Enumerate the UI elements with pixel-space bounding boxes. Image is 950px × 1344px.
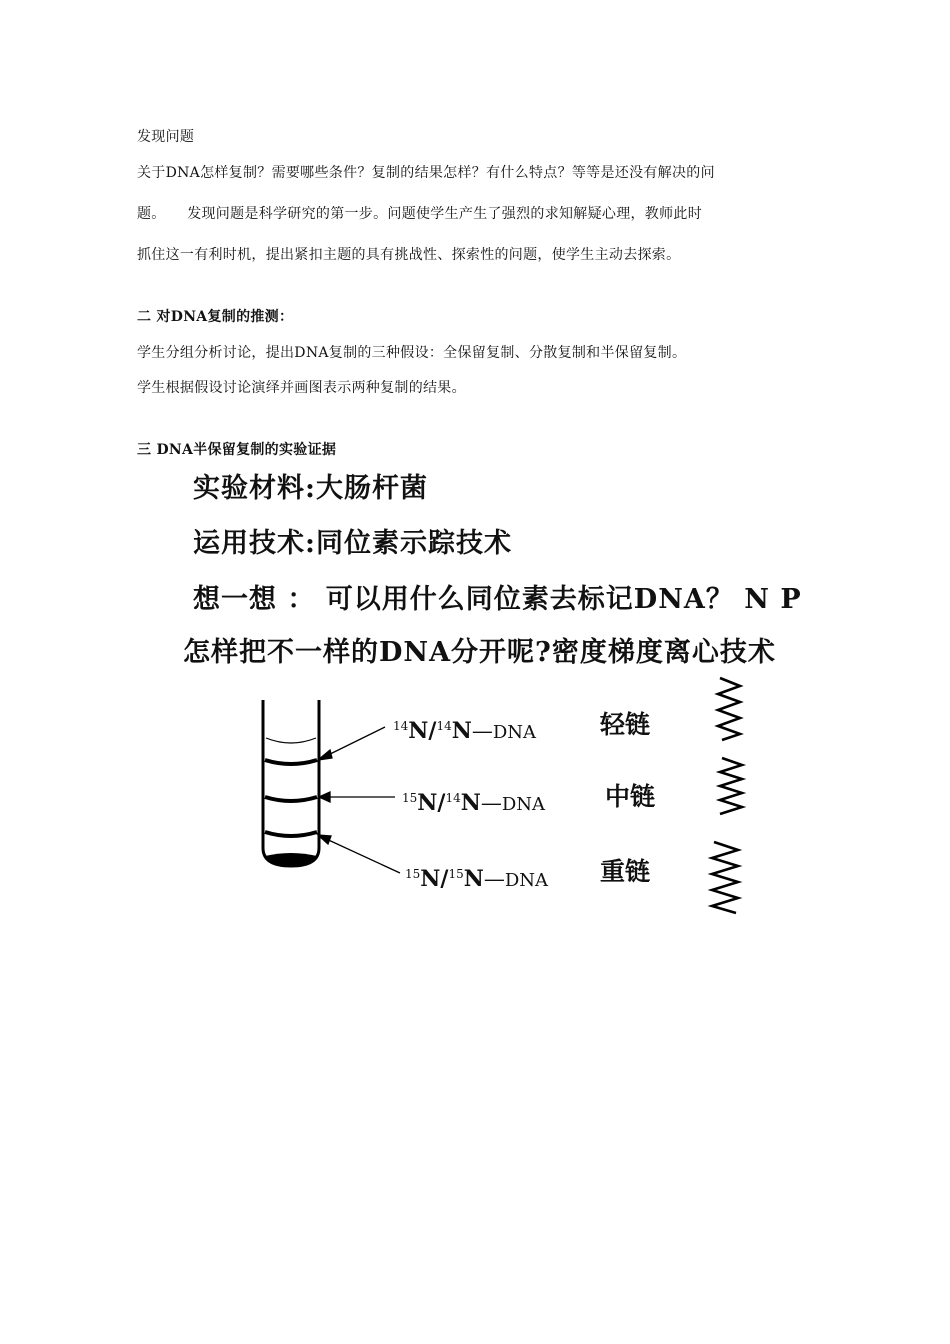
arrows	[318, 727, 400, 873]
chain-middle-label: 中链	[605, 782, 656, 811]
chain-heavy-label: 重链	[600, 857, 651, 886]
band-light	[265, 760, 317, 764]
slide-think: 想一想 ： 可以用什么同位素去标记DNA？ N P	[193, 584, 802, 615]
section2-line1: 学生分组分析讨论，提出DNA复制的三种假设：全保留复制、分散复制和半保留复制。	[137, 345, 687, 361]
label-15n14n: $^{15}$N/$^{14}$N—DNA	[402, 790, 546, 816]
helix-icon-light	[718, 678, 740, 740]
chain-light-label: 轻链	[600, 710, 651, 739]
section1-line2: 题。 发现问题是科学研究的第一步。问题使学生产生了强烈的求知解疑心理，教师此时	[137, 206, 702, 222]
test-tube	[263, 700, 319, 866]
helix-icon-heavy	[712, 842, 738, 913]
label-15n15n: $^{15}$N/$^{15}$N—DNA	[405, 866, 549, 892]
section1-line3: 抓住这一有利时机，提出紧扣主题的具有挑战性、探索性的问题，使学生主动去探索。	[137, 247, 681, 263]
helix-icon-middle	[720, 758, 742, 814]
band-heavy	[265, 832, 317, 836]
slide-separate: 怎样把不一样的DNA分开呢?密度梯度离心技术	[183, 637, 776, 668]
section1-heading: 发现问题	[137, 129, 195, 145]
slide-technique: 运用技术:同位素示踪技术	[193, 528, 512, 559]
label-14n14n: $^{14}$N/$^{14}$N—DNA	[393, 718, 537, 744]
tube-meniscus	[266, 738, 316, 743]
slide-material: 实验材料:大肠杆菌	[193, 473, 428, 504]
section2-heading: 二 对DNA复制的推测：	[137, 309, 294, 325]
section3-heading: 三 DNA半保留复制的实验证据	[137, 442, 337, 458]
section1-line1: 关于DNA怎样复制？需要哪些条件？复制的结果怎样？有什么特点？等等是还没有解决的问	[137, 165, 715, 181]
band-middle	[265, 797, 317, 801]
section2-line2: 学生根据假设讨论演绎并画图表示两种复制的结果。	[137, 380, 466, 396]
